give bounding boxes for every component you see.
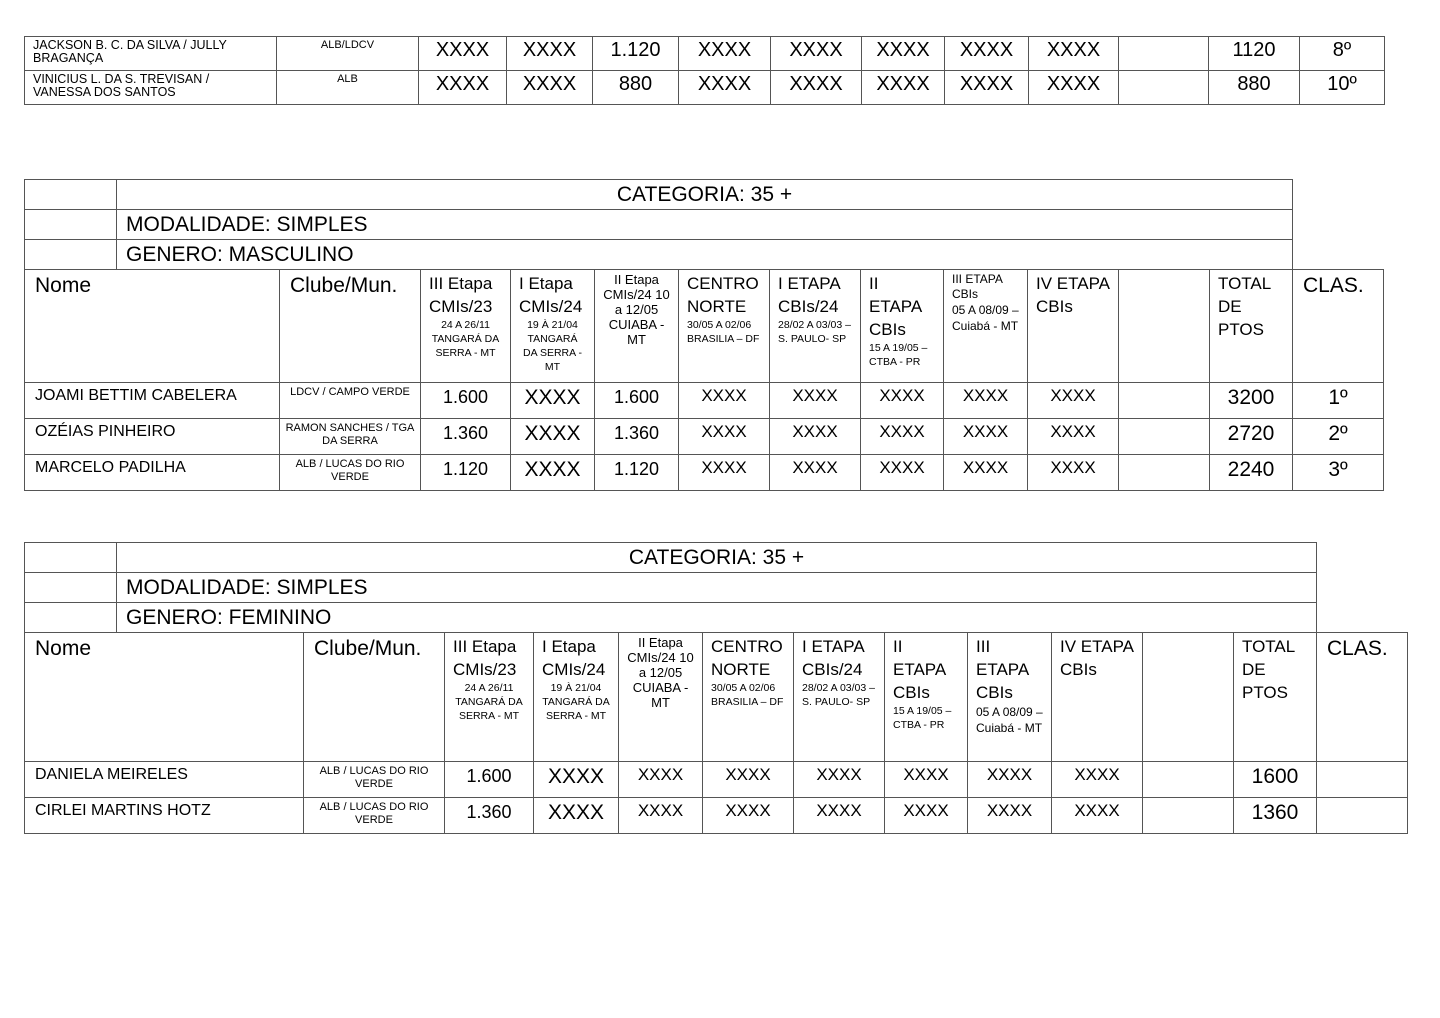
name-header: Nome (25, 270, 280, 383)
gender-label: GENERO: FEMININO (117, 603, 1317, 633)
header-row (25, 633, 1408, 762)
stage-title: III Etapa CMIs/23 (429, 274, 493, 316)
score-cell: XXXX (1052, 798, 1143, 834)
blank-cell (25, 543, 117, 573)
table-row (25, 419, 1384, 455)
club-cell: ALB (277, 71, 419, 105)
stage-date: 05 A 08/09 – Cuiabá - MT (952, 303, 1019, 333)
score-cell: XXXX (862, 71, 945, 105)
gender-label: GENERO: MASCULINO (117, 240, 1293, 270)
score-cell: 1.360 (445, 798, 534, 834)
score-cell: XXXX (944, 455, 1028, 491)
stage-title: II ETAPA CBIs (893, 637, 946, 702)
stage-header (885, 633, 968, 762)
score-cell: XXXX (1028, 419, 1119, 455)
blank-cell (25, 210, 117, 240)
player-name: CIRLEI MARTINS HOTZ (25, 798, 304, 834)
stage-header: IV ETAPA CBIs (1052, 633, 1143, 762)
score-cell: XXXX (945, 37, 1029, 71)
score-cell: 880 (593, 71, 679, 105)
score-cell: XXXX (679, 455, 770, 491)
score-cell: XXXX (771, 37, 862, 71)
player-name: OZÉIAS PINHEIRO (25, 419, 280, 455)
score-cell: XXXX (968, 762, 1052, 798)
score-cell: XXXX (861, 455, 944, 491)
player-name: VINICIUS L. DA S. TREVISAN / VANESSA DOS SANTOS (25, 71, 277, 105)
stage-date: 19 À 21/04 TANGARÁ DA SERRA - MT (542, 682, 610, 722)
score-cell: 1.360 (595, 419, 679, 455)
score-cell: XXXX (944, 383, 1028, 419)
modality-label: MODALIDADE: SIMPLES (117, 573, 1317, 603)
club-cell: LDCV / CAMPO VERDE (280, 383, 421, 419)
blank-cell (25, 603, 117, 633)
stage-header (421, 270, 511, 383)
stage-header: II Etapa CMIs/24 10 a 12/05 CUIABA - MT (619, 633, 703, 762)
score-cell: 1.600 (595, 383, 679, 419)
player-name: MARCELO PADILHA (25, 455, 280, 491)
score-cell: XXXX (679, 419, 770, 455)
table-row (25, 762, 1408, 798)
score-cell: 1.360 (421, 419, 511, 455)
score-cell: XXXX (619, 762, 703, 798)
table-row (25, 383, 1384, 419)
stage-date: 24 A 26/11 TANGARÁ DA SERRA - MT (431, 319, 500, 359)
score-cell: XXXX (794, 762, 885, 798)
player-name: DANIELA MEIRELES (25, 762, 304, 798)
score-cell: XXXX (419, 71, 507, 105)
total-cell: 3200 (1210, 383, 1293, 419)
score-cell: XXXX (419, 37, 507, 71)
blank-header (1143, 633, 1234, 762)
stage-date: 24 A 26/11 TANGARÁ DA SERRA - MT (455, 682, 523, 722)
score-cell: 1.600 (445, 762, 534, 798)
stage-header: II Etapa CMIs/24 10 a 12/05 CUIABA - MT (595, 270, 679, 383)
score-cell: XXXX (1029, 37, 1119, 71)
stage-date: 15 A 19/05 – CTBA - PR (893, 705, 952, 731)
rank-cell: 8º (1300, 37, 1385, 71)
stage-date: 28/02 A 03/03 – S. PAULO- SP (802, 682, 875, 708)
rank-cell: 1º (1293, 383, 1384, 419)
stage-header: IV ETAPA CBIs (1028, 270, 1119, 383)
blank-cell (25, 240, 117, 270)
total-cell: 880 (1209, 71, 1300, 105)
stage-header (511, 270, 595, 383)
score-cell: XXXX (703, 762, 794, 798)
score-cell: XXXX (885, 762, 968, 798)
rank-header: CLAS. (1293, 270, 1384, 383)
total-cell: 1360 (1234, 798, 1317, 834)
doubles-ranking-table (24, 36, 1385, 105)
stage-title: III ETAPA CBIs (976, 637, 1029, 702)
rank-cell (1317, 762, 1408, 798)
score-cell: XXXX (534, 798, 619, 834)
stage-title: I ETAPA CBIs/24 (778, 274, 840, 316)
score-cell: XXXX (770, 383, 861, 419)
empty-cell (1143, 762, 1234, 798)
stage-date: 05 A 08/09 – Cuiabá - MT (976, 705, 1043, 735)
score-cell: 1.120 (593, 37, 679, 71)
club-header: Clube/Mun. (280, 270, 421, 383)
empty-cell (1119, 37, 1209, 71)
rank-cell: 3º (1293, 455, 1384, 491)
score-cell: XXXX (703, 798, 794, 834)
score-cell: XXXX (885, 798, 968, 834)
modality-label: MODALIDADE: SIMPLES (117, 210, 1293, 240)
score-cell: XXXX (511, 419, 595, 455)
score-cell: XXXX (770, 455, 861, 491)
stage-header (794, 633, 885, 762)
score-cell: XXXX (679, 383, 770, 419)
score-cell: XXXX (511, 383, 595, 419)
score-cell: XXXX (534, 762, 619, 798)
club-cell: ALB / LUCAS DO RIO VERDE (304, 798, 445, 834)
category-title: CATEGORIA: 35 + (117, 180, 1293, 210)
stage-title: II ETAPA CBIs (869, 274, 922, 339)
score-cell: XXXX (861, 383, 944, 419)
club-header: Clube/Mun. (304, 633, 445, 762)
rank-header: CLAS. (1317, 633, 1408, 762)
stage-title: III ETAPA CBIs (952, 272, 1003, 301)
stage-date: 15 A 19/05 – CTBA - PR (869, 342, 928, 368)
score-cell: XXXX (861, 419, 944, 455)
rank-cell: 2º (1293, 419, 1384, 455)
name-header: Nome (25, 633, 304, 762)
score-cell: 1.600 (421, 383, 511, 419)
score-cell: XXXX (944, 419, 1028, 455)
table-row (25, 798, 1408, 834)
blank-cell (25, 180, 117, 210)
club-cell: RAMON SANCHES / TGA DA SERRA (280, 419, 421, 455)
total-cell: 2720 (1210, 419, 1293, 455)
table-row (25, 71, 1385, 105)
stage-date: 28/02 A 03/03 – S. PAULO- SP (778, 319, 851, 345)
table-row (25, 37, 1385, 71)
score-cell: XXXX (968, 798, 1052, 834)
total-header: TOTAL DE PTOS (1210, 270, 1293, 383)
female-35-ranking-table (24, 542, 1408, 834)
blank-header (1119, 270, 1210, 383)
score-cell: XXXX (1028, 383, 1119, 419)
total-cell: 1600 (1234, 762, 1317, 798)
score-cell: XXXX (679, 37, 771, 71)
stage-date: 30/05 A 02/06 BRASILIA – DF (711, 682, 784, 708)
score-cell: XXXX (945, 71, 1029, 105)
stage-date: 19 À 21/04 TANGARÁ DA SERRA - MT (523, 319, 582, 373)
empty-cell (1119, 455, 1210, 491)
player-name: JACKSON B. C. DA SILVA / JULLY BRAGANÇA (25, 37, 277, 71)
stage-title: CENTRO NORTE (687, 274, 759, 316)
stage-date: 30/05 A 02/06 BRASILIA – DF (687, 319, 760, 345)
player-name: JOAMI BETTIM CABELERA (25, 383, 280, 419)
empty-cell (1119, 71, 1209, 105)
club-cell: ALB / LUCAS DO RIO VERDE (304, 762, 445, 798)
score-cell: XXXX (1028, 455, 1119, 491)
stage-header (770, 270, 861, 383)
score-cell: 1.120 (421, 455, 511, 491)
empty-cell (1143, 798, 1234, 834)
score-cell: XXXX (507, 71, 593, 105)
total-cell: 2240 (1210, 455, 1293, 491)
score-cell: XXXX (770, 419, 861, 455)
stage-header (679, 270, 770, 383)
stage-header (861, 270, 944, 383)
score-cell: 1.120 (595, 455, 679, 491)
stage-title: I Etapa CMIs/24 (542, 637, 606, 679)
club-cell: ALB/LDCV (277, 37, 419, 71)
stage-header (445, 633, 534, 762)
score-cell: XXXX (862, 37, 945, 71)
blank-cell (25, 573, 117, 603)
stage-title: I ETAPA CBIs/24 (802, 637, 864, 679)
empty-cell (1119, 419, 1210, 455)
stage-header (534, 633, 619, 762)
score-cell: XXXX (511, 455, 595, 491)
score-cell: XXXX (679, 71, 771, 105)
score-cell: XXXX (507, 37, 593, 71)
stage-header (968, 633, 1052, 762)
stage-title: III Etapa CMIs/23 (453, 637, 517, 679)
rank-cell (1317, 798, 1408, 834)
stage-header (703, 633, 794, 762)
score-cell: XXXX (619, 798, 703, 834)
total-cell: 1120 (1209, 37, 1300, 71)
empty-cell (1119, 383, 1210, 419)
stage-title: CENTRO NORTE (711, 637, 783, 679)
table-row (25, 455, 1384, 491)
stage-title: I Etapa CMIs/24 (519, 274, 583, 316)
category-title: CATEGORIA: 35 + (117, 543, 1317, 573)
score-cell: XXXX (771, 71, 862, 105)
male-35-ranking-table (24, 179, 1384, 491)
total-header: TOTAL DE PTOS (1234, 633, 1317, 762)
score-cell: XXXX (1052, 762, 1143, 798)
score-cell: XXXX (1029, 71, 1119, 105)
club-cell: ALB / LUCAS DO RIO VERDE (280, 455, 421, 491)
rank-cell: 10º (1300, 71, 1385, 105)
stage-header (944, 270, 1028, 383)
header-row (25, 270, 1384, 383)
score-cell: XXXX (794, 798, 885, 834)
